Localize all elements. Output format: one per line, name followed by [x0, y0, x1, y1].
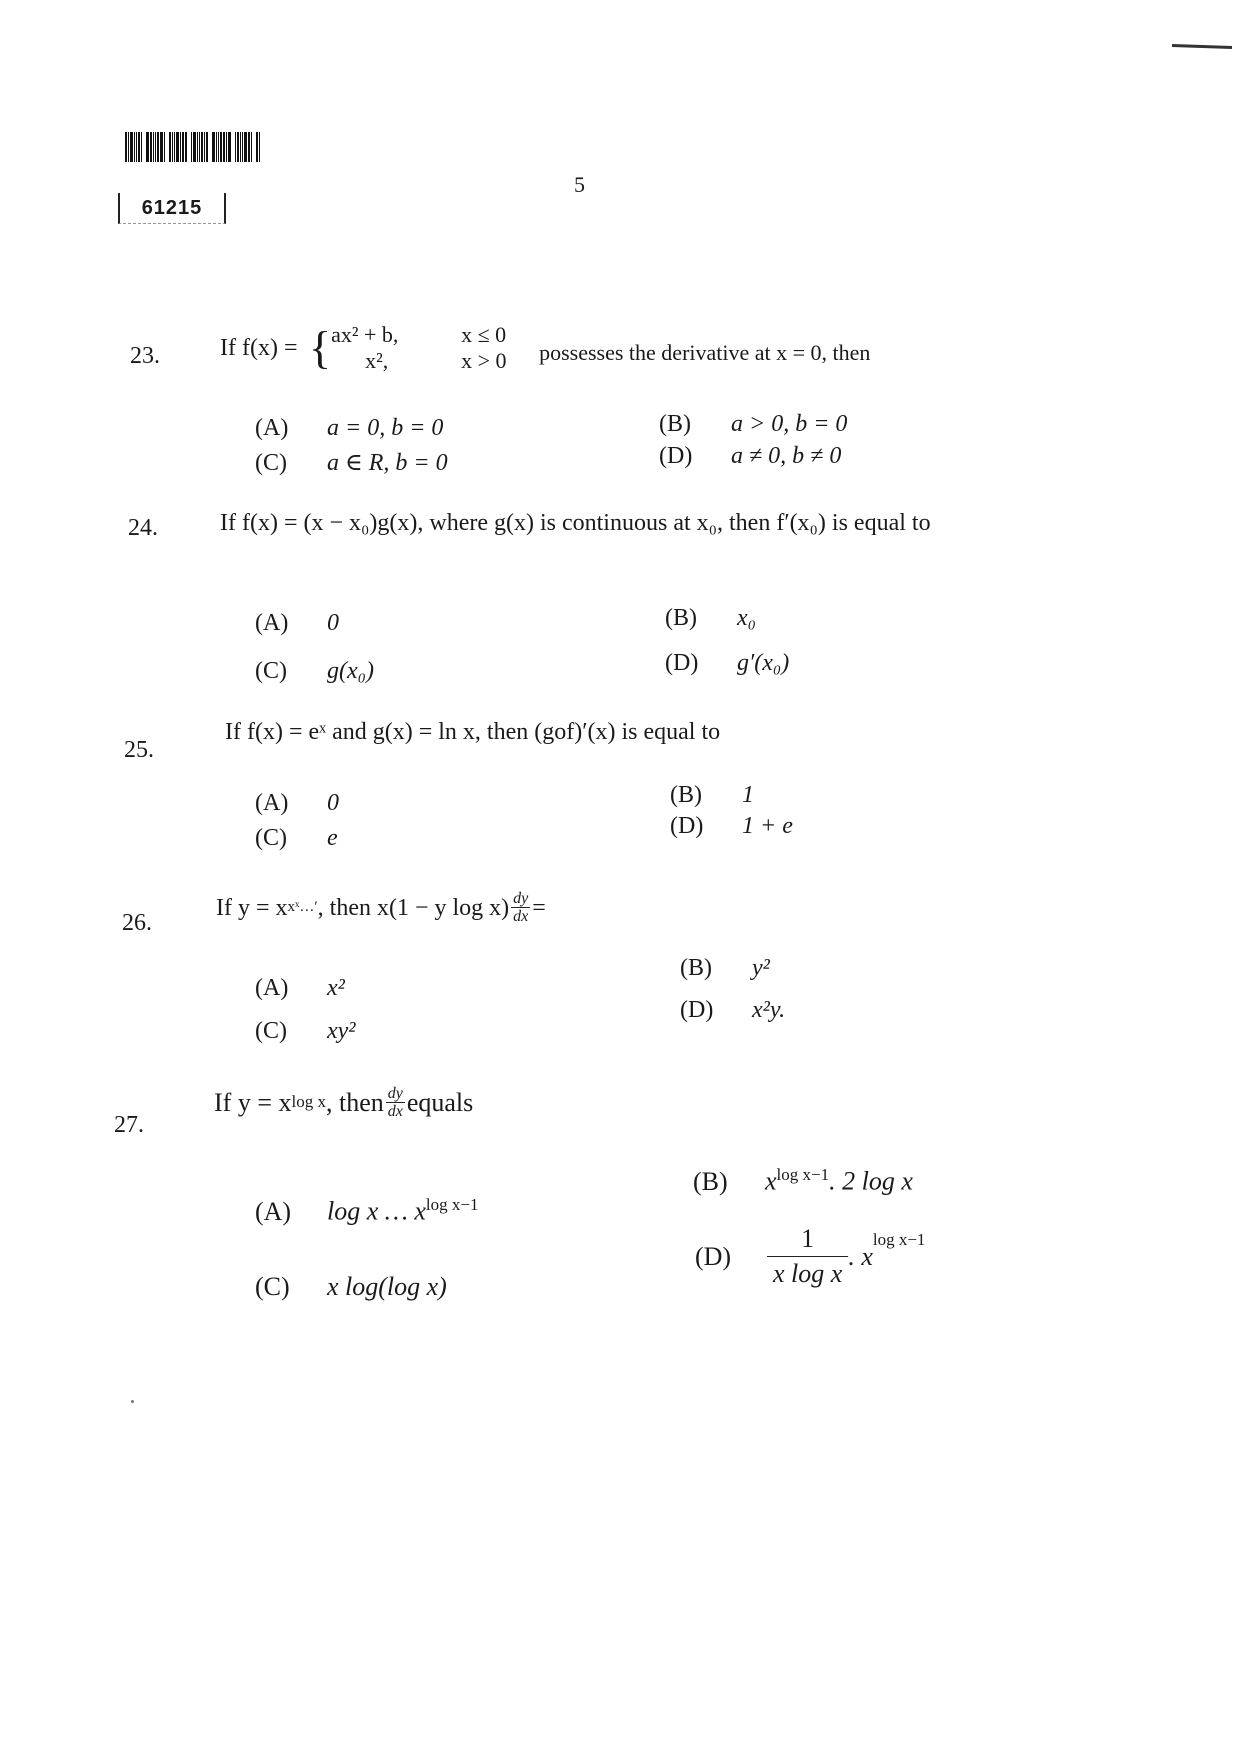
piece-1-expr: ax² + b,	[331, 322, 399, 347]
option-text: 0	[327, 610, 339, 636]
question-stem: If f(x) = (x − x₀)g(x), where g(x) is continuous at x₀, then f′(x₀) is equal to	[220, 510, 931, 536]
stem-suffix: equals	[406, 1087, 474, 1117]
option-label: (C)	[255, 658, 287, 684]
option-base: x	[765, 1166, 777, 1196]
option-c	[255, 448, 448, 477]
option-text: xy²	[327, 1018, 356, 1044]
question-stem	[220, 322, 1080, 374]
barcode-bar	[150, 132, 152, 162]
barcode-bar	[164, 132, 165, 162]
fraction-numerator: 1	[767, 1222, 848, 1257]
piece-2-expr: x²,	[365, 348, 389, 373]
barcode-bar	[235, 132, 236, 162]
option-label: (D)	[659, 443, 693, 469]
option-text: 1 + e	[742, 813, 793, 839]
option-text: a > 0, b = 0	[731, 411, 848, 437]
stem-suffix: possesses the derivative at x = 0, then	[539, 340, 871, 365]
barcode-bar	[172, 132, 173, 162]
option-label: (B)	[680, 955, 712, 981]
stem-prefix: If y = x	[216, 894, 288, 921]
option-label: (B)	[670, 782, 702, 808]
barcode-bar	[125, 132, 127, 162]
question-stem	[214, 1085, 814, 1120]
barcode-bar	[199, 132, 200, 162]
barcode-bar	[182, 132, 184, 162]
paper-code: 61215	[118, 193, 226, 224]
barcode-bar	[218, 132, 219, 162]
option-label: (B)	[693, 1166, 728, 1196]
option-label: (A)	[255, 415, 289, 441]
option-label: (D)	[670, 813, 704, 839]
barcode-bar	[251, 132, 252, 162]
option-text: x₀	[737, 605, 756, 631]
fraction-numerator: dy	[513, 890, 529, 907]
barcode-bar	[220, 132, 222, 162]
option-c	[255, 1272, 447, 1302]
question-number: 26.	[122, 910, 152, 936]
barcode-bar	[197, 132, 198, 162]
option-a	[255, 790, 339, 817]
barcode-bar	[256, 132, 258, 162]
option-d	[659, 443, 841, 470]
barcode-bar	[134, 132, 135, 162]
option-b	[670, 782, 754, 809]
barcode-bar	[237, 132, 239, 162]
piece-2-cond: x > 0	[461, 348, 507, 373]
stem-mid: , then	[325, 1087, 384, 1117]
option-a	[255, 610, 339, 637]
stem-mid: , then x(1 − y log x)	[317, 894, 510, 921]
option-exponent: log x−1	[776, 1165, 830, 1184]
derivative-fraction	[511, 890, 530, 925]
barcode-bar	[180, 132, 181, 162]
option-label: (A)	[255, 975, 289, 1001]
option-label: (A)	[255, 790, 289, 816]
question-number: 24.	[128, 515, 158, 541]
barcode-bar	[193, 132, 196, 162]
piecewise-conditions	[461, 322, 539, 374]
question-number: 25.	[124, 737, 154, 763]
option-c	[255, 1018, 356, 1045]
option-text: x²y.	[752, 997, 786, 1023]
barcode-bar	[169, 132, 171, 162]
barcode-bar	[157, 132, 159, 162]
barcode-bar	[212, 132, 215, 162]
option-label: (D)	[665, 650, 699, 676]
option-label: (D)	[695, 1241, 732, 1271]
fraction-numerator: dy	[387, 1085, 403, 1102]
option-label: (C)	[255, 450, 287, 476]
option-text: y²	[752, 955, 770, 981]
barcode-bar	[242, 132, 243, 162]
option-label: (A)	[255, 610, 289, 636]
option-exponent: log x−1	[872, 1230, 926, 1249]
barcode-bar	[128, 132, 129, 162]
option-tail: . 2 log x	[829, 1166, 913, 1196]
question-stem: If f(x) = eˣ and g(x) = ln x, then (gof)′(x) is equal to	[225, 719, 721, 745]
option-d	[680, 997, 785, 1024]
option-c	[255, 825, 338, 852]
option-d	[665, 650, 789, 677]
option-base: . x	[848, 1242, 873, 1271]
option-text: a = 0, b = 0	[327, 415, 444, 441]
option-a	[255, 1195, 478, 1227]
barcode-bar	[146, 132, 149, 162]
barcode-bar	[155, 132, 156, 162]
scan-mark	[1172, 44, 1232, 49]
option-a	[255, 975, 345, 1002]
scan-speck	[131, 1400, 134, 1403]
barcode-bar	[191, 132, 192, 162]
barcode-bar	[244, 132, 247, 162]
option-c	[255, 658, 374, 685]
option-base: x log(log x)	[327, 1272, 447, 1301]
barcode-bar	[228, 132, 231, 162]
option-label: (B)	[665, 605, 697, 631]
barcode-bar	[160, 132, 163, 162]
option-label: (C)	[255, 825, 287, 851]
barcode-bar	[130, 132, 133, 162]
option-label: (D)	[680, 997, 714, 1023]
barcode-bar	[176, 132, 179, 162]
option-b	[665, 605, 756, 632]
option-label: (C)	[255, 1018, 287, 1044]
left-brace: {	[297, 322, 332, 373]
stem-prefix: If y = x	[214, 1087, 292, 1117]
option-fraction	[767, 1222, 848, 1291]
barcode-bar	[206, 132, 208, 162]
option-b	[693, 1165, 913, 1197]
option-b	[680, 955, 770, 982]
option-label: (C)	[255, 1272, 290, 1301]
barcode-bar	[204, 132, 205, 162]
option-text: a ≠ 0, b ≠ 0	[731, 443, 842, 469]
barcode-bar	[201, 132, 203, 162]
option-text: a ∈ R, b = 0	[327, 450, 448, 476]
piece-1-cond: x ≤ 0	[461, 322, 507, 347]
barcode-bar	[226, 132, 227, 162]
piecewise-expressions	[331, 322, 461, 374]
option-b	[659, 411, 847, 438]
barcode-bar	[185, 132, 187, 162]
option-exponent: log x−1	[425, 1195, 479, 1214]
option-text: g(x₀)	[327, 658, 374, 684]
option-text: g′(x₀)	[737, 650, 790, 676]
power-tower: xˣ…′	[287, 899, 318, 915]
barcode-bar	[141, 132, 142, 162]
barcode-bar	[240, 132, 241, 162]
option-label: (A)	[255, 1196, 292, 1226]
barcode-bar	[248, 132, 250, 162]
option-label: (B)	[659, 411, 691, 437]
fraction-denominator: x log x	[773, 1259, 843, 1288]
stem-suffix: =	[532, 894, 546, 921]
barcode-bar	[259, 132, 260, 162]
barcode-bar	[153, 132, 154, 162]
barcode	[125, 132, 297, 162]
option-base: log x … x	[327, 1196, 426, 1226]
option-d	[695, 1222, 925, 1291]
option-text: x²	[327, 975, 345, 1001]
question-number: 23.	[130, 343, 160, 369]
barcode-bar	[174, 132, 175, 162]
fraction-denominator: dx	[387, 1103, 403, 1120]
barcode-bar	[138, 132, 140, 162]
fraction-denominator: dx	[513, 908, 529, 925]
option-d	[670, 813, 793, 840]
question-number: 27.	[114, 1112, 144, 1138]
barcode-bar	[136, 132, 137, 162]
barcode-bar	[223, 132, 225, 162]
option-text: 1	[742, 782, 754, 808]
barcode-bar	[216, 132, 217, 162]
stem-exponent: log x	[291, 1092, 326, 1111]
page-number: 5	[574, 172, 585, 197]
stem-prefix: If f(x) =	[220, 335, 298, 361]
derivative-fraction	[386, 1085, 405, 1120]
option-text: 0	[327, 790, 339, 816]
question-stem	[216, 890, 816, 925]
option-a	[255, 415, 443, 442]
option-text: e	[327, 825, 338, 851]
